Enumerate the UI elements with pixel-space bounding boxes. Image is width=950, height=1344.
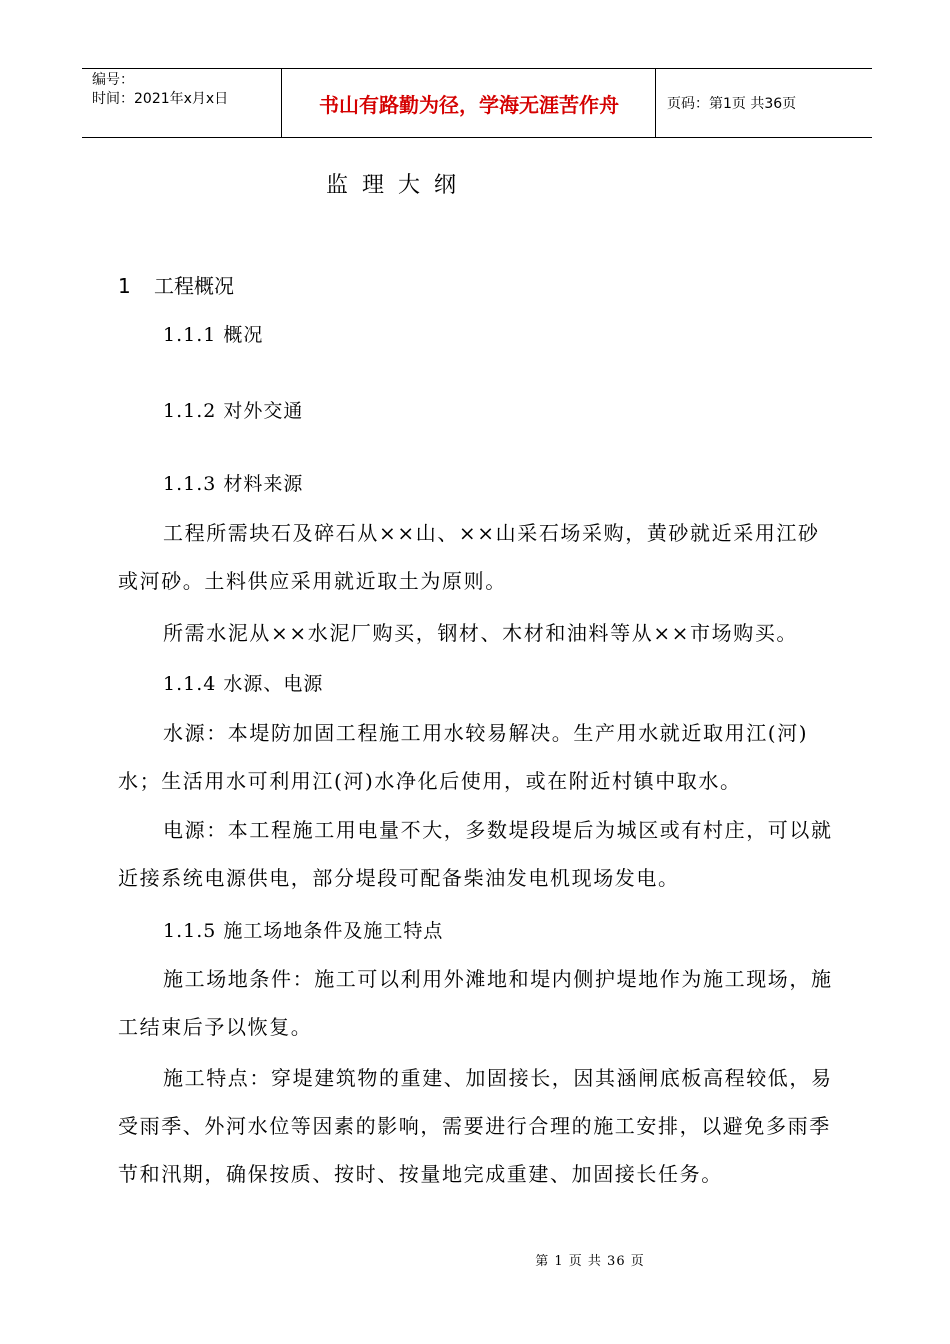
header-page-info: 页码：第1页 共36页 [667,96,797,112]
paragraph-materials-cement: 所需水泥从××水泥厂购买，钢材、木材和油料等从××市场购买。 [163,621,799,645]
section-heading [118,270,234,299]
document-number-label: 编号： [92,72,134,88]
subsection-1-1-1: 1.1.1 概况 [163,324,264,346]
subsection-1-1-4: 1.1.4 水源、电源 [163,673,324,695]
page-header [82,68,872,138]
subsection-1-1-3: 1.1.3 材料来源 [163,473,304,495]
footer-page-number: 第 1 页 共 36 页 [535,1254,645,1269]
document-title: 监理大纲 [326,173,471,198]
document-time-label: 时间：2021年x月x日 [92,91,229,107]
paragraph-power-source: 电源：本工程施工用电量不大，多数堤段堤后为城区或有村庄，可以就近接系统电源供电，部分堤段可配备柴油发电机现场发电。 [118,818,833,890]
section-number: 1 [118,274,131,298]
section-title: 工程概况 [154,274,234,298]
paragraph-construction-features: 施工特点：穿堤建筑物的重建、加固接长，因其涵闸底板高程较低，易受雨季、外河水位等因素的影响，需要进行合理的施工安排，以避免多雨季节和汛期，确保按质、按时、按量地完成重建、加固接长任务。 [118,1066,833,1186]
subsection-1-1-2: 1.1.2 对外交通 [163,400,304,422]
page-footer [0,1250,950,1269]
paragraph-water-source: 水源：本堤防加固工程施工用水较易解决。生产用水就近取用江(河)水；生活用水可利用江(河)水净化后使用，或在附近村镇中取水。 [118,721,809,793]
subsection-1-1-5: 1.1.5 施工场地条件及施工特点 [163,920,444,942]
paragraph-materials-stone: 工程所需块石及碎石从××山、××山采石场采购，黄砂就近采用江砂或河砂。土料供应采用就近取土为原则。 [118,521,820,593]
header-motto: 书山有路勤为径，学海无涯苦作舟 [283,69,656,137]
paragraph-site-conditions: 施工场地条件：施工可以利用外滩地和堤内侧护堤地作为施工现场，施工结束后予以恢复。 [118,967,833,1039]
header-meta [82,69,282,137]
